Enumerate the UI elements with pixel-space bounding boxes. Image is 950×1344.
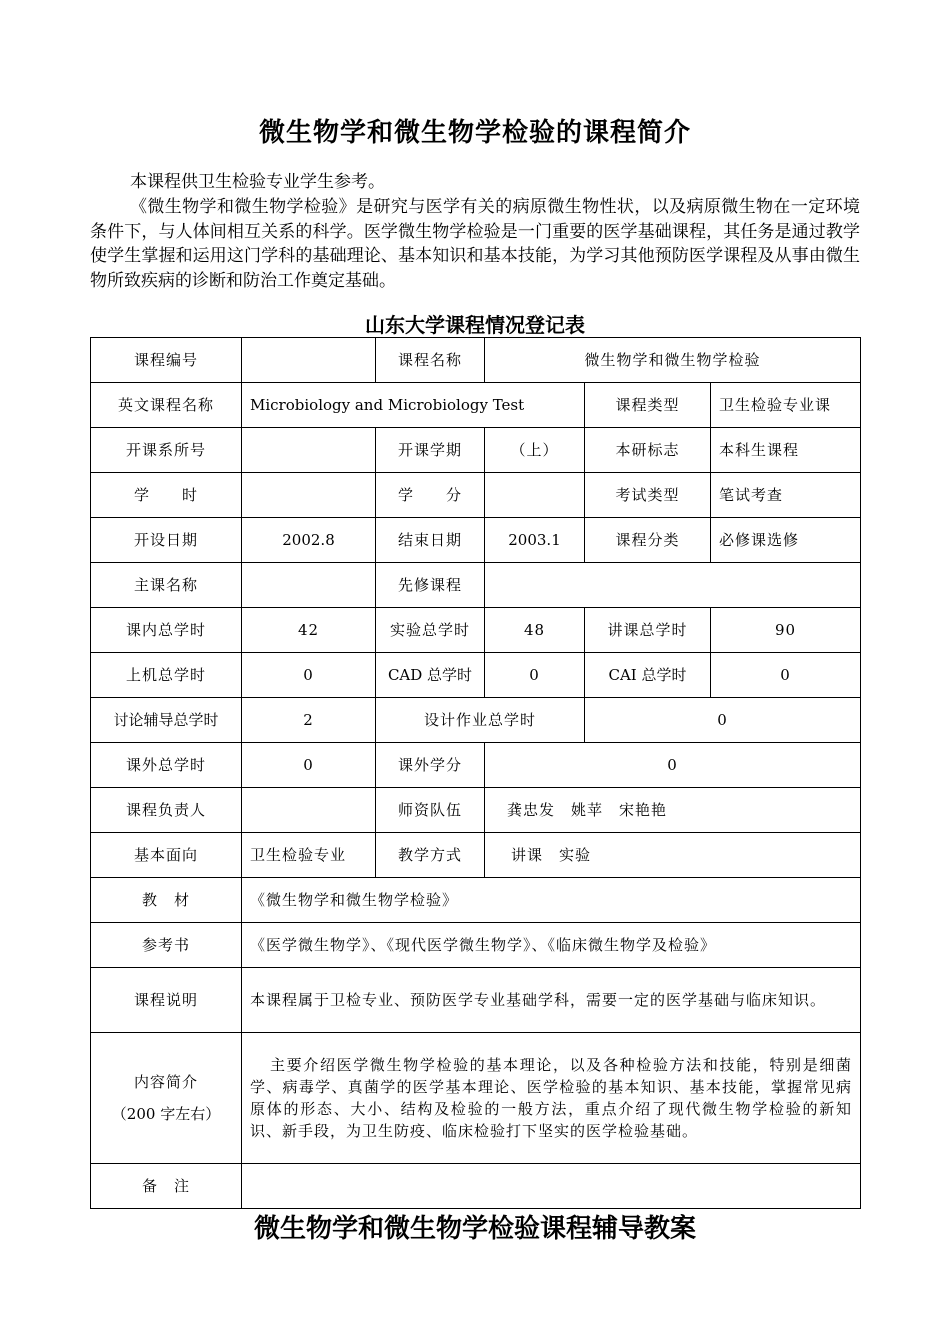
category-value: 必修课选修 <box>711 518 861 563</box>
lecture-hours-value: 90 <box>711 608 861 653</box>
inclass-hours-value: 42 <box>242 608 376 653</box>
hours-label: 学 时 <box>91 473 242 518</box>
course-name-label: 课程名称 <box>376 338 485 383</box>
table-title: 山东大学课程情况登记表 <box>365 313 585 337</box>
leader-value <box>242 788 376 833</box>
course-name-value: 微生物学和微生物学检验 <box>485 338 861 383</box>
description-label: 课程说明 <box>91 968 242 1033</box>
page-title: 微生物学和微生物学检验的课程简介 <box>258 118 691 148</box>
design-hours-label: 设计作业总学时 <box>376 698 585 743</box>
cai-hours-label: CAI 总学时 <box>585 653 711 698</box>
credit-label: 学 分 <box>376 473 485 518</box>
computer-hours-label: 上机总学时 <box>91 653 242 698</box>
method-label: 教学方式 <box>376 833 485 878</box>
start-label: 开设日期 <box>91 518 242 563</box>
main-course-label: 主课名称 <box>91 563 242 608</box>
audience-value: 卫生检验专业 <box>242 833 376 878</box>
design-hours-value: 0 <box>585 698 861 743</box>
dept-value <box>242 428 376 473</box>
credit-value <box>485 473 585 518</box>
prereq-value <box>485 563 861 608</box>
outside-credit-value: 0 <box>485 743 861 788</box>
level-label: 本研标志 <box>585 428 711 473</box>
reference-label: 参考书 <box>91 923 242 968</box>
exam-label: 考试类型 <box>585 473 711 518</box>
cai-hours-value: 0 <box>711 653 861 698</box>
prereq-label: 先修课程 <box>376 563 485 608</box>
content-label-sub: （200 字左右） <box>111 1105 221 1123</box>
remark-label: 备 注 <box>91 1164 242 1209</box>
outside-credit-label: 课外学分 <box>376 743 485 788</box>
textbook-label: 教 材 <box>91 878 242 923</box>
course-no-value <box>242 338 376 383</box>
level-value: 本科生课程 <box>711 428 861 473</box>
discussion-hours-value: 2 <box>242 698 376 743</box>
exam-value: 笔试考查 <box>711 473 861 518</box>
dept-label: 开课系所号 <box>91 428 242 473</box>
intro-paragraph: 《微生物学和微生物学检验》是研究与医学有关的病原微生物性状，以及病原微生物在一定环境条件下，与人体间相互关系的科学。医学微生物学检验是一门重要的医学基础课程，其任务是通过教学使学生掌握和运用这门学科的基础理论、基本知识和基本技能，为学习其他预防医学课程及从事由微生物所致疾病的诊断和防治工作奠定基础。 <box>90 197 860 291</box>
end-label: 结束日期 <box>376 518 485 563</box>
bottom-title: 微生物学和微生物学检验课程辅导教案 <box>253 1214 696 1244</box>
course-type-value: 卫生检验专业课 <box>711 383 861 428</box>
content-label-cell <box>91 1033 242 1164</box>
lecture-hours-label: 讲课总学时 <box>585 608 711 653</box>
cad-hours-value: 0 <box>485 653 585 698</box>
semester-value: （上） <box>485 428 585 473</box>
outside-hours-label: 课外总学时 <box>91 743 242 788</box>
staff-value: 龚忠发 姚苹 宋艳艳 <box>485 788 861 833</box>
remark-value <box>242 1164 861 1209</box>
course-no-label: 课程编号 <box>91 338 242 383</box>
intro-line-1: 本课程供卫生检验专业学生参考。 <box>130 172 385 192</box>
end-value: 2003.1 <box>485 518 585 563</box>
reference-value: 《医学微生物学》、《现代医学微生物学》、《临床微生物学及检验》 <box>242 923 861 968</box>
outside-hours-value: 0 <box>242 743 376 788</box>
computer-hours-value: 0 <box>242 653 376 698</box>
main-course-value <box>242 563 376 608</box>
discussion-hours-label: 讨论辅导总学时 <box>91 698 242 743</box>
content-label: 内容简介 <box>133 1073 198 1091</box>
content-value: 主要介绍医学微生物学检验的基本理论，以及各种检验方法和技能，特别是细菌学、病毒学、真菌学的医学基本理论、医学检验的基本知识、基本技能，掌握常见病原体的形态、大小、结构及检验的一般方法，重点介绍了现代微生物学检验的新知识、新手段，为卫生防疫、临床检验打下坚实的医学检验基础。 <box>242 1033 861 1164</box>
inclass-hours-label: 课内总学时 <box>91 608 242 653</box>
staff-label: 师资队伍 <box>376 788 485 833</box>
hours-value <box>242 473 376 518</box>
course-type-label: 课程类型 <box>585 383 711 428</box>
description-value: 本课程属于卫检专业、预防医学专业基础学科，需要一定的医学基础与临床知识。 <box>242 968 861 1033</box>
course-registration-table <box>90 337 861 1209</box>
audience-label: 基本面向 <box>91 833 242 878</box>
semester-label: 开课学期 <box>376 428 485 473</box>
method-value: 讲课 实验 <box>485 833 861 878</box>
cad-hours-label: CAD 总学时 <box>376 653 485 698</box>
en-name-value: Microbiology and Microbiology Test <box>242 383 585 428</box>
lab-hours-value: 48 <box>485 608 585 653</box>
category-label: 课程分类 <box>585 518 711 563</box>
start-value: 2002.8 <box>242 518 376 563</box>
leader-label: 课程负责人 <box>91 788 242 833</box>
textbook-value: 《微生物学和微生物学检验》 <box>242 878 861 923</box>
en-name-label: 英文课程名称 <box>91 383 242 428</box>
lab-hours-label: 实验总学时 <box>376 608 485 653</box>
